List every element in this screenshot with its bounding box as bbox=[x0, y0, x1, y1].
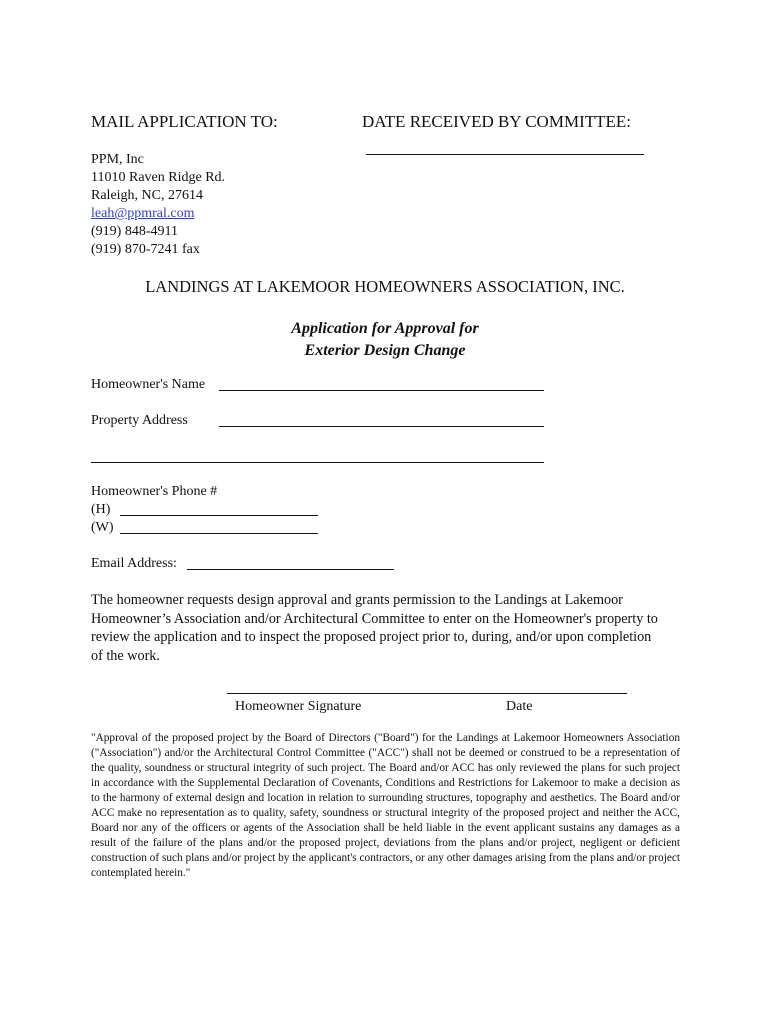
work-phone-field[interactable] bbox=[120, 533, 318, 534]
signature-label: Homeowner Signature bbox=[235, 699, 362, 714]
company-name: PPM, Inc bbox=[91, 152, 144, 167]
home-phone-label: (H) bbox=[91, 502, 111, 517]
email-address-field[interactable] bbox=[187, 569, 394, 570]
date-received-label: DATE RECEIVED BY COMMITTEE: bbox=[362, 112, 631, 131]
homeowner-name-label: Homeowner's Name bbox=[91, 377, 206, 392]
signature-date-label: Date bbox=[506, 699, 533, 714]
fax-number: (919) 870-7241 fax bbox=[91, 242, 200, 257]
property-address-field-line-2[interactable] bbox=[91, 462, 544, 463]
email-link[interactable]: leah@ppmral.com bbox=[91, 206, 195, 221]
property-address-label: Property Address bbox=[91, 413, 188, 428]
home-phone-field[interactable] bbox=[120, 515, 318, 516]
date-received-line[interactable] bbox=[366, 154, 644, 155]
homeowner-name-field[interactable] bbox=[219, 390, 544, 391]
work-phone-label: (W) bbox=[91, 520, 114, 535]
city-state-zip: Raleigh, NC, 27614 bbox=[91, 188, 203, 203]
association-title: LANDINGS AT LAKEMOOR HOMEOWNERS ASSOCIATION, INC. bbox=[145, 277, 625, 296]
phone-number: (919) 848-4911 bbox=[91, 224, 178, 239]
homeowner-phone-label: Homeowner's Phone # bbox=[91, 484, 218, 499]
liability-disclaimer: "Approval of the proposed project by the Board of Directors ("Board") for the Landings at Lakemoor Homeowners Association ("Association") and/or the Architectural Control Committee ("ACC") shall not be deemed or construed to be a representation of the quality, soundness or structural integrity of such project. The Board and/or ACC has only reviewed the plans for such project in accordance with the Supplemental Declaration of Covenants, Conditions and Restrictions for Lakemoor to make a decision as to the harmony of external design and location in relation to surrounding structures, topography and aesthetics. The Board and/or ACC make no representation as to quality, safety, soundness or structural integrity of the proposed project and neither the ACC, Board nor any of the officers or agents of the Association shall be held liable in the event applicant sustains any damages as a result of the failure of the plans and/or the proposed project, deviations from the plans and/or project, negligent or deficient construction of such plans and/or project by the applicant's contractors, or any other damages arising from the plans and/or project contemplated herein." bbox=[91, 732, 680, 879]
street-address: 11010 Raven Ridge Rd. bbox=[91, 170, 226, 185]
subtitle-line-2: Exterior Design Change bbox=[304, 342, 466, 359]
mail-application-label: MAIL APPLICATION TO: bbox=[91, 112, 278, 131]
property-address-field[interactable] bbox=[219, 426, 544, 427]
mailing-address bbox=[91, 151, 225, 259]
form-subtitle bbox=[0, 318, 770, 362]
subtitle-line-1: Application for Approval for bbox=[291, 320, 479, 337]
signature-line[interactable] bbox=[227, 693, 627, 694]
email-address-label: Email Address: bbox=[91, 556, 177, 571]
permission-statement: The homeowner requests design approval and grants permission to the Landings at Lakemoor Homeowner’s Association and/or Architectural Committee to enter on the Homeowner's property to review the application and to inspect the proposed project prior to, during, and/or upon completion of the work. bbox=[91, 592, 658, 664]
